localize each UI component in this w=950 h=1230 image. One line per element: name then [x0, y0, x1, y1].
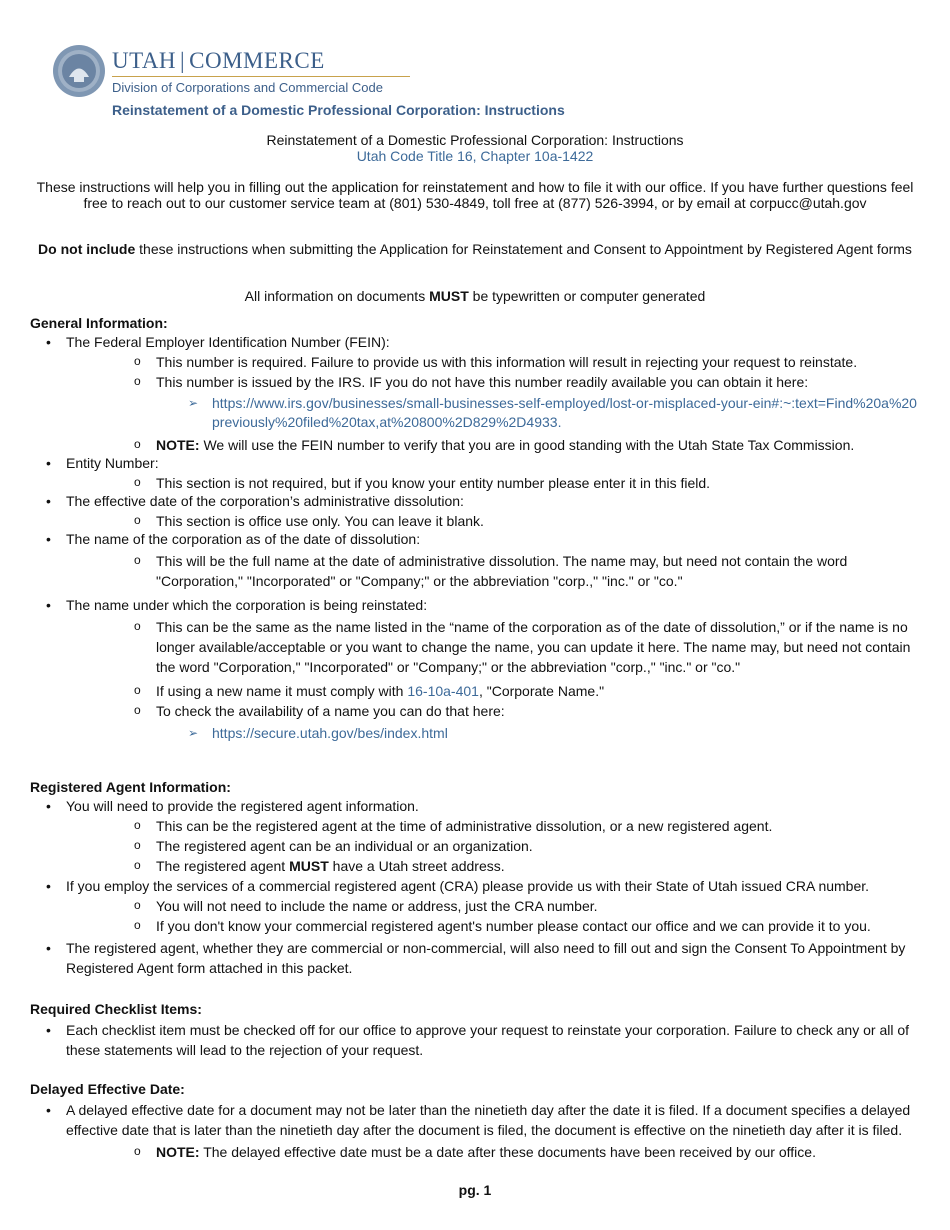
checklist-section [30, 1001, 920, 1060]
agent-provide-item: You will need to provide the registered agent information. [66, 798, 419, 814]
intro-paragraph: These instructions will help you in filling out the application for reinstatement and how to file it with our office. If you have further questions feel free to reach out to our customer service team at (801) 530-4849, toll free at (877) 526-3994, or by email at corpucc@utah.gov [36, 179, 914, 211]
list-item: o If you don't know your commercial registered agent's number please contact our office and we can provide it to you. [66, 918, 920, 934]
header-rule [112, 76, 410, 77]
brand-commerce: COMMERCE [189, 48, 325, 73]
note-label: NOTE: [156, 437, 200, 453]
list-item [30, 455, 920, 491]
fein-item: The Federal Employer Identification Number (FEIN): [66, 334, 390, 350]
note-text: We will use the FEIN number to verify that you are in good standing with the Utah State Tax Commission. [199, 437, 855, 453]
name-reinstated-item: The name under which the corporation is being reinstated: [66, 597, 428, 613]
do-not-include-bold: Do not include [38, 241, 136, 257]
general-heading: General Information: [30, 315, 168, 331]
checklist-heading: Required Checklist Items: [30, 1001, 202, 1017]
list-item: o This number is issued by the IRS. IF you do not have this number readily available you can obtain it here: [66, 374, 920, 390]
list-item: o The registered agent can be an individual or an organization. [66, 838, 920, 854]
list-item: o This can be the same as the name listed in the “name of the corporation as of the date of dissolution,” or if the name is no longer available/acceptable or you want to change the name, you can update it here. The name may, but need not contain the word "Corporation," "Incorporated" or "Company;" or the abbreviation "corp.," "inc." or "co." [66, 617, 920, 677]
list-item [66, 437, 920, 453]
list-item [30, 334, 920, 453]
list-item [30, 798, 920, 874]
list-item: o To check the availability of a name you can do that here: [66, 703, 920, 719]
delayed-date-section [30, 1081, 920, 1160]
doc-title: Reinstatement of a Domestic Professional Corporation: Instructions [266, 132, 684, 148]
agent-must-post: have a Utah street address. [328, 858, 505, 874]
cra-item: If you employ the services of a commercial registered agent (CRA) please provide us with their State of Utah issued CRA number. [66, 878, 870, 894]
list-item [30, 493, 920, 529]
list-item [30, 531, 920, 591]
list-item [30, 1100, 920, 1160]
name-availability-link[interactable]: https://secure.utah.gov/bes/index.html [212, 725, 448, 741]
list-item: o This will be the full name at the date of administrative dissolution. The name may, but need not contain the word "Corporation," "Incorporated" or "Company;" or the abbreviation "corp.," "inc." or "co." [66, 551, 920, 591]
delayed-note-text: The delayed effective date must be a date after these documents have been received by our office. [199, 1144, 816, 1160]
agent-heading: Registered Agent Information: [30, 779, 231, 795]
list-item [30, 878, 920, 934]
statute-post: , "Corporate Name." [478, 683, 605, 699]
page-number: pg. 1 [458, 1182, 492, 1198]
list-item [66, 683, 920, 699]
list-item: • Each checklist item must be checked off for our office to approve your request to reinstate your corporation. Failure to check any or all of these statements will lead to the rejection of your request. [30, 1020, 920, 1060]
name-dissolution-item: The name of the corporation as of the date of dissolution: [66, 531, 421, 547]
do-not-include-text: these instructions when submitting the Application for Reinstatement and Consent to Appointment by Registered Agent forms [135, 241, 912, 257]
irs-ein-link[interactable]: https://www.irs.gov/businesses/small-businesses-self-employed/lost-or-misplaced-your-ein#:~:text=Find%20a%20previously%20filed%20tax,at%20800%2D829%2D4933. [212, 395, 917, 430]
agent-must-bold: MUST [289, 858, 329, 874]
brand-utah: UTAH [112, 48, 177, 73]
agent-must-pre: The registered agent [156, 858, 290, 874]
must-pre: All information on documents [244, 288, 430, 304]
list-item [66, 394, 920, 432]
list-item: o This section is office use only. You can leave it blank. [66, 513, 920, 529]
do-not-include-notice [30, 241, 920, 257]
header-subtitle: Reinstatement of a Domestic Professional Corporation: Instructions [112, 102, 565, 118]
division-name: Division of Corporations and Commercial Code [112, 80, 383, 95]
code-reference: Utah Code Title 16, Chapter 10a-1422 [356, 148, 594, 164]
statute-pre: If using a new name it must comply with [156, 683, 408, 699]
utah-state-seal-logo [52, 44, 106, 98]
must-notice [30, 288, 920, 304]
registered-agent-section [30, 779, 920, 978]
brand-separator: | [180, 48, 186, 73]
list-item [66, 725, 920, 741]
list-item: o This number is required. Failure to provide us with this information will result in rejecting your request to reinstate. [66, 354, 920, 370]
list-item [66, 1144, 920, 1160]
list-item [30, 597, 920, 741]
list-item: o This section is not required, but if you know your entity number please enter it in this field. [66, 475, 920, 491]
list-item: o This can be the registered agent at the time of administrative dissolution, or a new registered agent. [66, 818, 920, 834]
delayed-item: A delayed effective date for a document may not be later than the ninetieth day after the date it is filed. If a document specifies a delayed effective date that is later than the ninetieth day after the document is filed, the document is effective on the ninetieth day after it is filed. [66, 1102, 911, 1138]
statute-link[interactable]: 16-10a-401 [407, 683, 479, 699]
delayed-note-label: NOTE: [156, 1144, 200, 1160]
must-bold: MUST [429, 288, 469, 304]
effective-item: The effective date of the corporation’s administrative dissolution: [66, 493, 464, 509]
list-item: o You will not need to include the name or address, just the CRA number. [66, 898, 920, 914]
delayed-heading: Delayed Effective Date: [30, 1081, 185, 1097]
brand-title [112, 48, 325, 74]
entity-item: Entity Number: [66, 455, 159, 471]
general-information-section [30, 315, 920, 741]
must-post: be typewritten or computer generated [468, 288, 706, 304]
list-item [66, 858, 920, 874]
list-item: • The registered agent, whether they are commercial or non-commercial, will also need to fill out and sign the Consent To Appointment by Registered Agent form attached in this packet. [30, 938, 920, 978]
